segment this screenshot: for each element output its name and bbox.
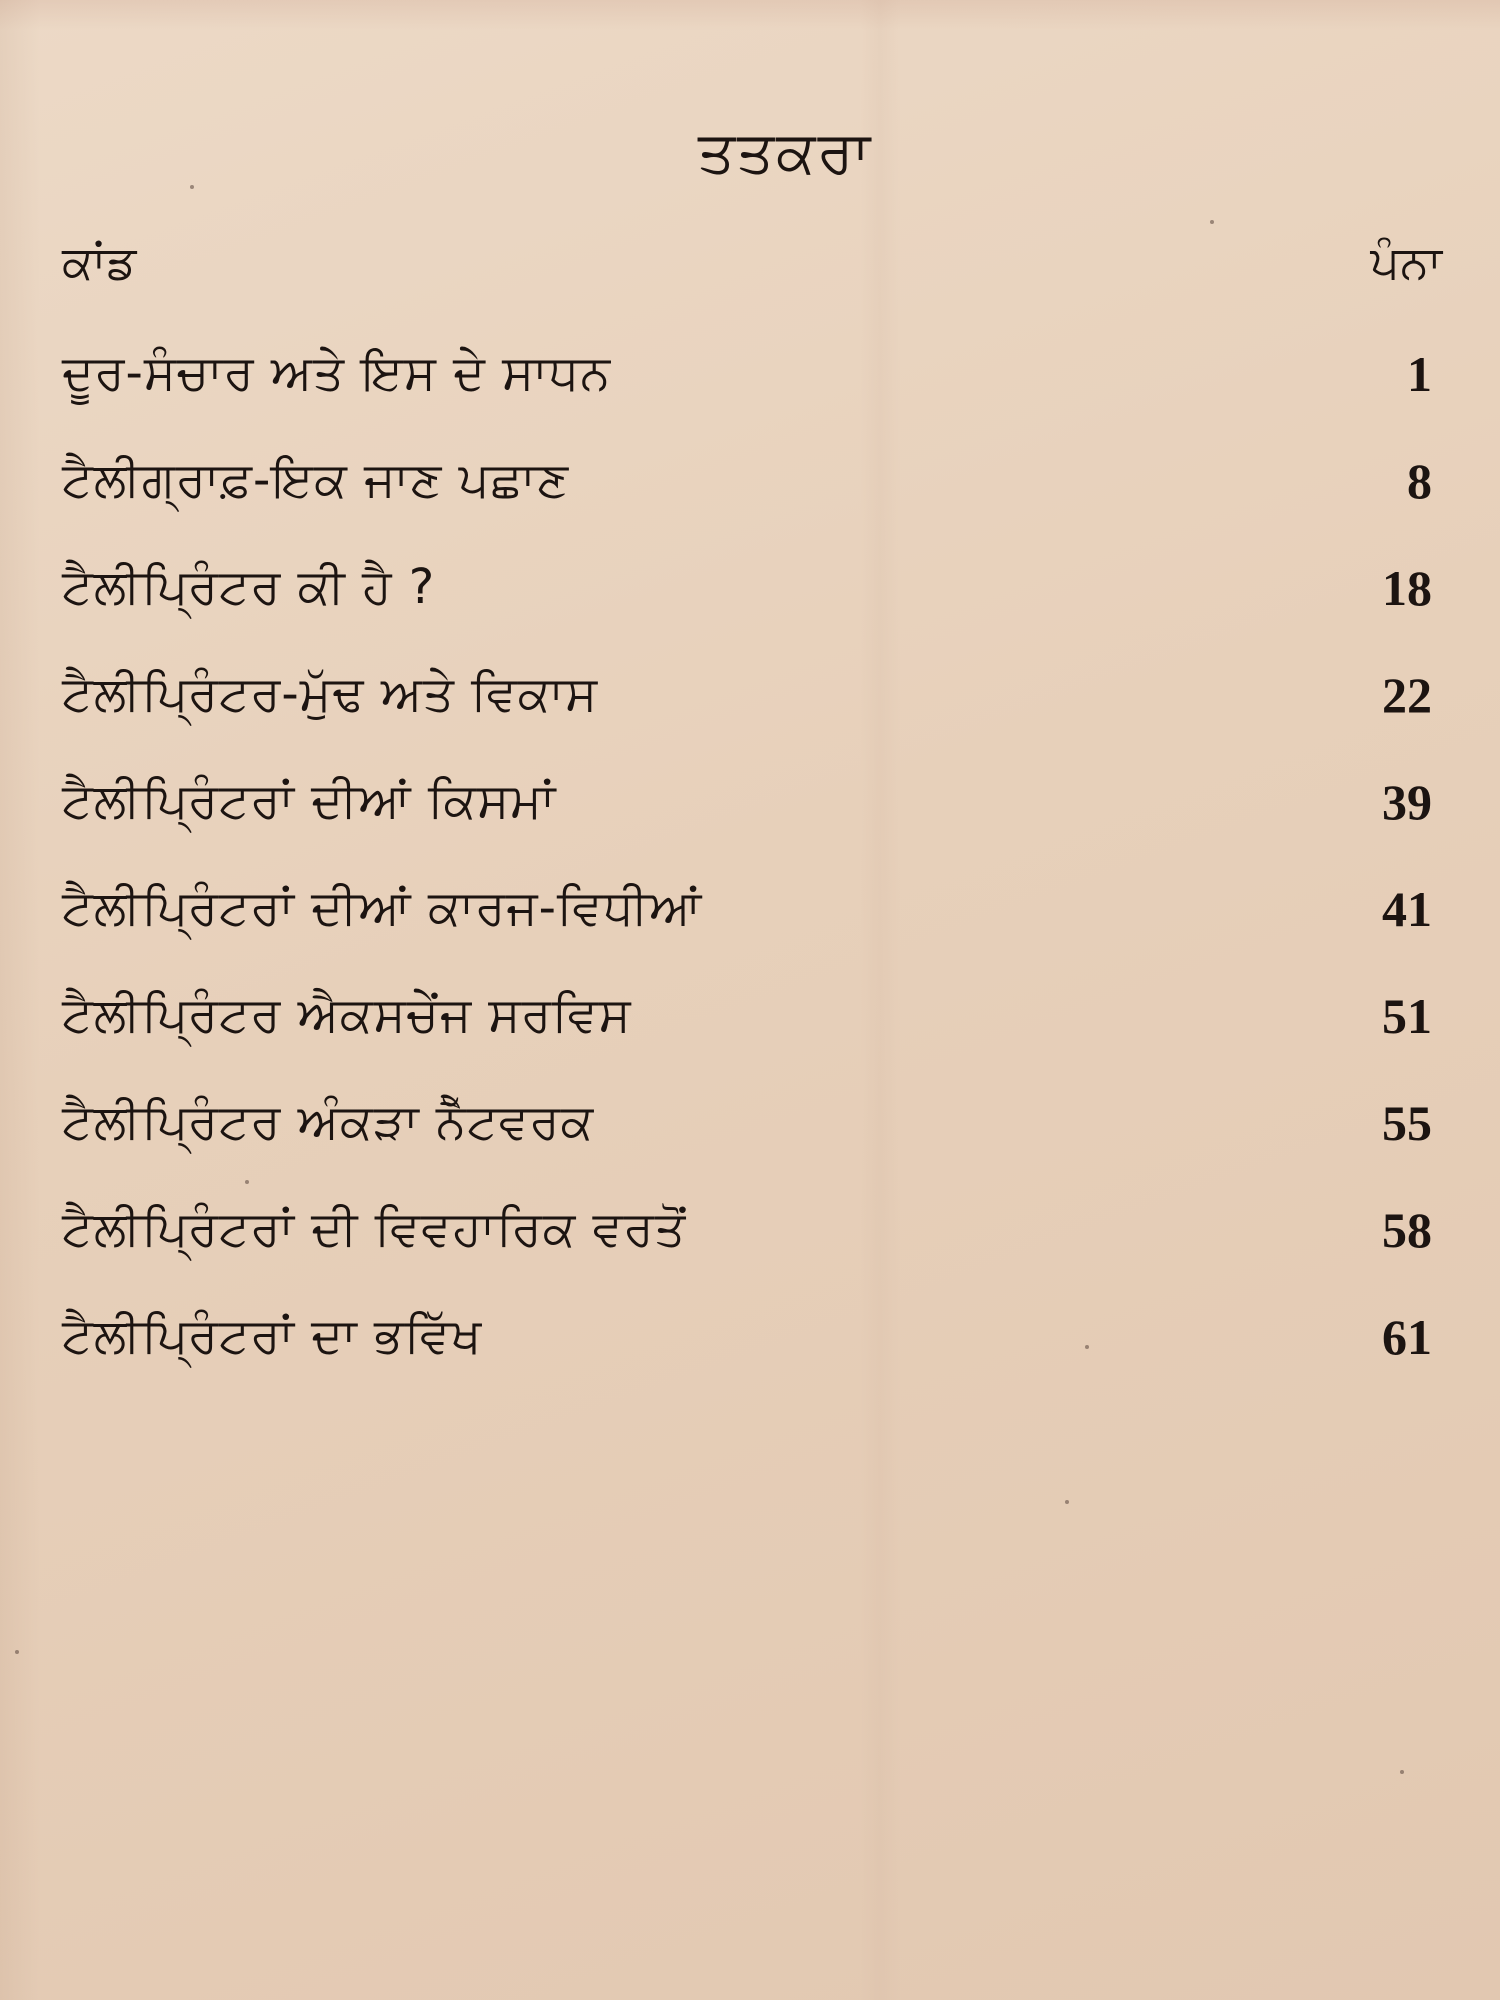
toc-entry-title: ਦੂਰ-ਸੰਚਾਰ ਅਤੇ ਇਸ ਦੇ ਸਾਧਨ — [62, 345, 612, 401]
toc-entry-title: ਟੈਲੀਪ੍ਰਿੰਟਰਾਂ ਦੀਆਂ ਕਿਸਮਾਂ — [62, 773, 557, 829]
toc-entry-page: 39 — [1382, 774, 1432, 830]
toc-entry-page: 55 — [1382, 1095, 1432, 1151]
toc-entry — [62, 345, 1432, 452]
toc-entry — [62, 452, 1432, 559]
toc-entry — [62, 666, 1432, 773]
paper-speck — [245, 1180, 249, 1184]
toc-entry — [62, 880, 1432, 987]
toc-entry-page: 22 — [1382, 667, 1432, 723]
toc-entry-title: ਟੈਲੀਪ੍ਰਿੰਟਰ-ਮੁੱਢ ਅਤੇ ਵਿਕਾਸ — [62, 666, 599, 722]
paper-speck — [1210, 220, 1214, 224]
toc-entry — [62, 559, 1432, 666]
toc-entry — [62, 773, 1432, 880]
toc-entry-page: 1 — [1407, 346, 1432, 402]
page-column-header: ਪੰਨਾ — [1370, 235, 1442, 289]
toc-entry — [62, 987, 1432, 1094]
paper-speck — [1400, 1770, 1404, 1774]
paper-speck — [15, 1650, 19, 1654]
toc-entry-page: 8 — [1407, 453, 1432, 509]
toc-entry-page: 51 — [1382, 988, 1432, 1044]
toc-entry-title: ਟੈਲੀਪ੍ਰਿੰਟਰ ਅੰਕੜਾ ਨੈੱਟਵਰਕ — [62, 1094, 595, 1150]
toc-entry-page: 58 — [1382, 1202, 1432, 1258]
toc-entry — [62, 1308, 1432, 1415]
column-header-row — [62, 235, 1442, 295]
toc-entry-title: ਟੈਲੀਪ੍ਰਿੰਟਰ ਕੀ ਹੈ ? — [62, 559, 436, 615]
paper-speck — [190, 185, 194, 189]
toc-entry-page: 41 — [1382, 881, 1432, 937]
toc-entry-page: 61 — [1382, 1309, 1432, 1365]
toc-entry — [62, 1201, 1432, 1308]
paper-speck — [1065, 1500, 1069, 1504]
toc-entry-title: ਟੈਲੀਪ੍ਰਿੰਟਰ ਐਕਸਚੇਂਜ ਸਰਵਿਸ — [62, 987, 632, 1043]
toc-entry-title: ਟੈਲੀਪ੍ਰਿੰਟਰਾਂ ਦੀਆਂ ਕਾਰਜ-ਵਿਧੀਆਂ — [62, 880, 703, 936]
toc-entry — [62, 1094, 1432, 1201]
paper-speck — [1085, 1345, 1089, 1349]
table-of-contents — [62, 345, 1432, 1415]
toc-entry-title: ਟੈਲੀਪ੍ਰਿੰਟਰਾਂ ਦਾ ਭਵਿੱਖ — [62, 1308, 483, 1364]
toc-entry-title: ਟੈਲੀਗ੍ਰਾਫ਼-ਇਕ ਜਾਣ ਪਛਾਣ — [62, 452, 570, 508]
toc-entry-page: 18 — [1382, 560, 1432, 616]
chapter-column-header: ਕਾਂਡ — [62, 235, 137, 289]
page-title: ਤਤਕਰਾ — [697, 118, 873, 186]
toc-entry-title: ਟੈਲੀਪ੍ਰਿੰਟਰਾਂ ਦੀ ਵਿਵਹਾਰਿਕ ਵਰਤੋਂ — [62, 1201, 687, 1257]
